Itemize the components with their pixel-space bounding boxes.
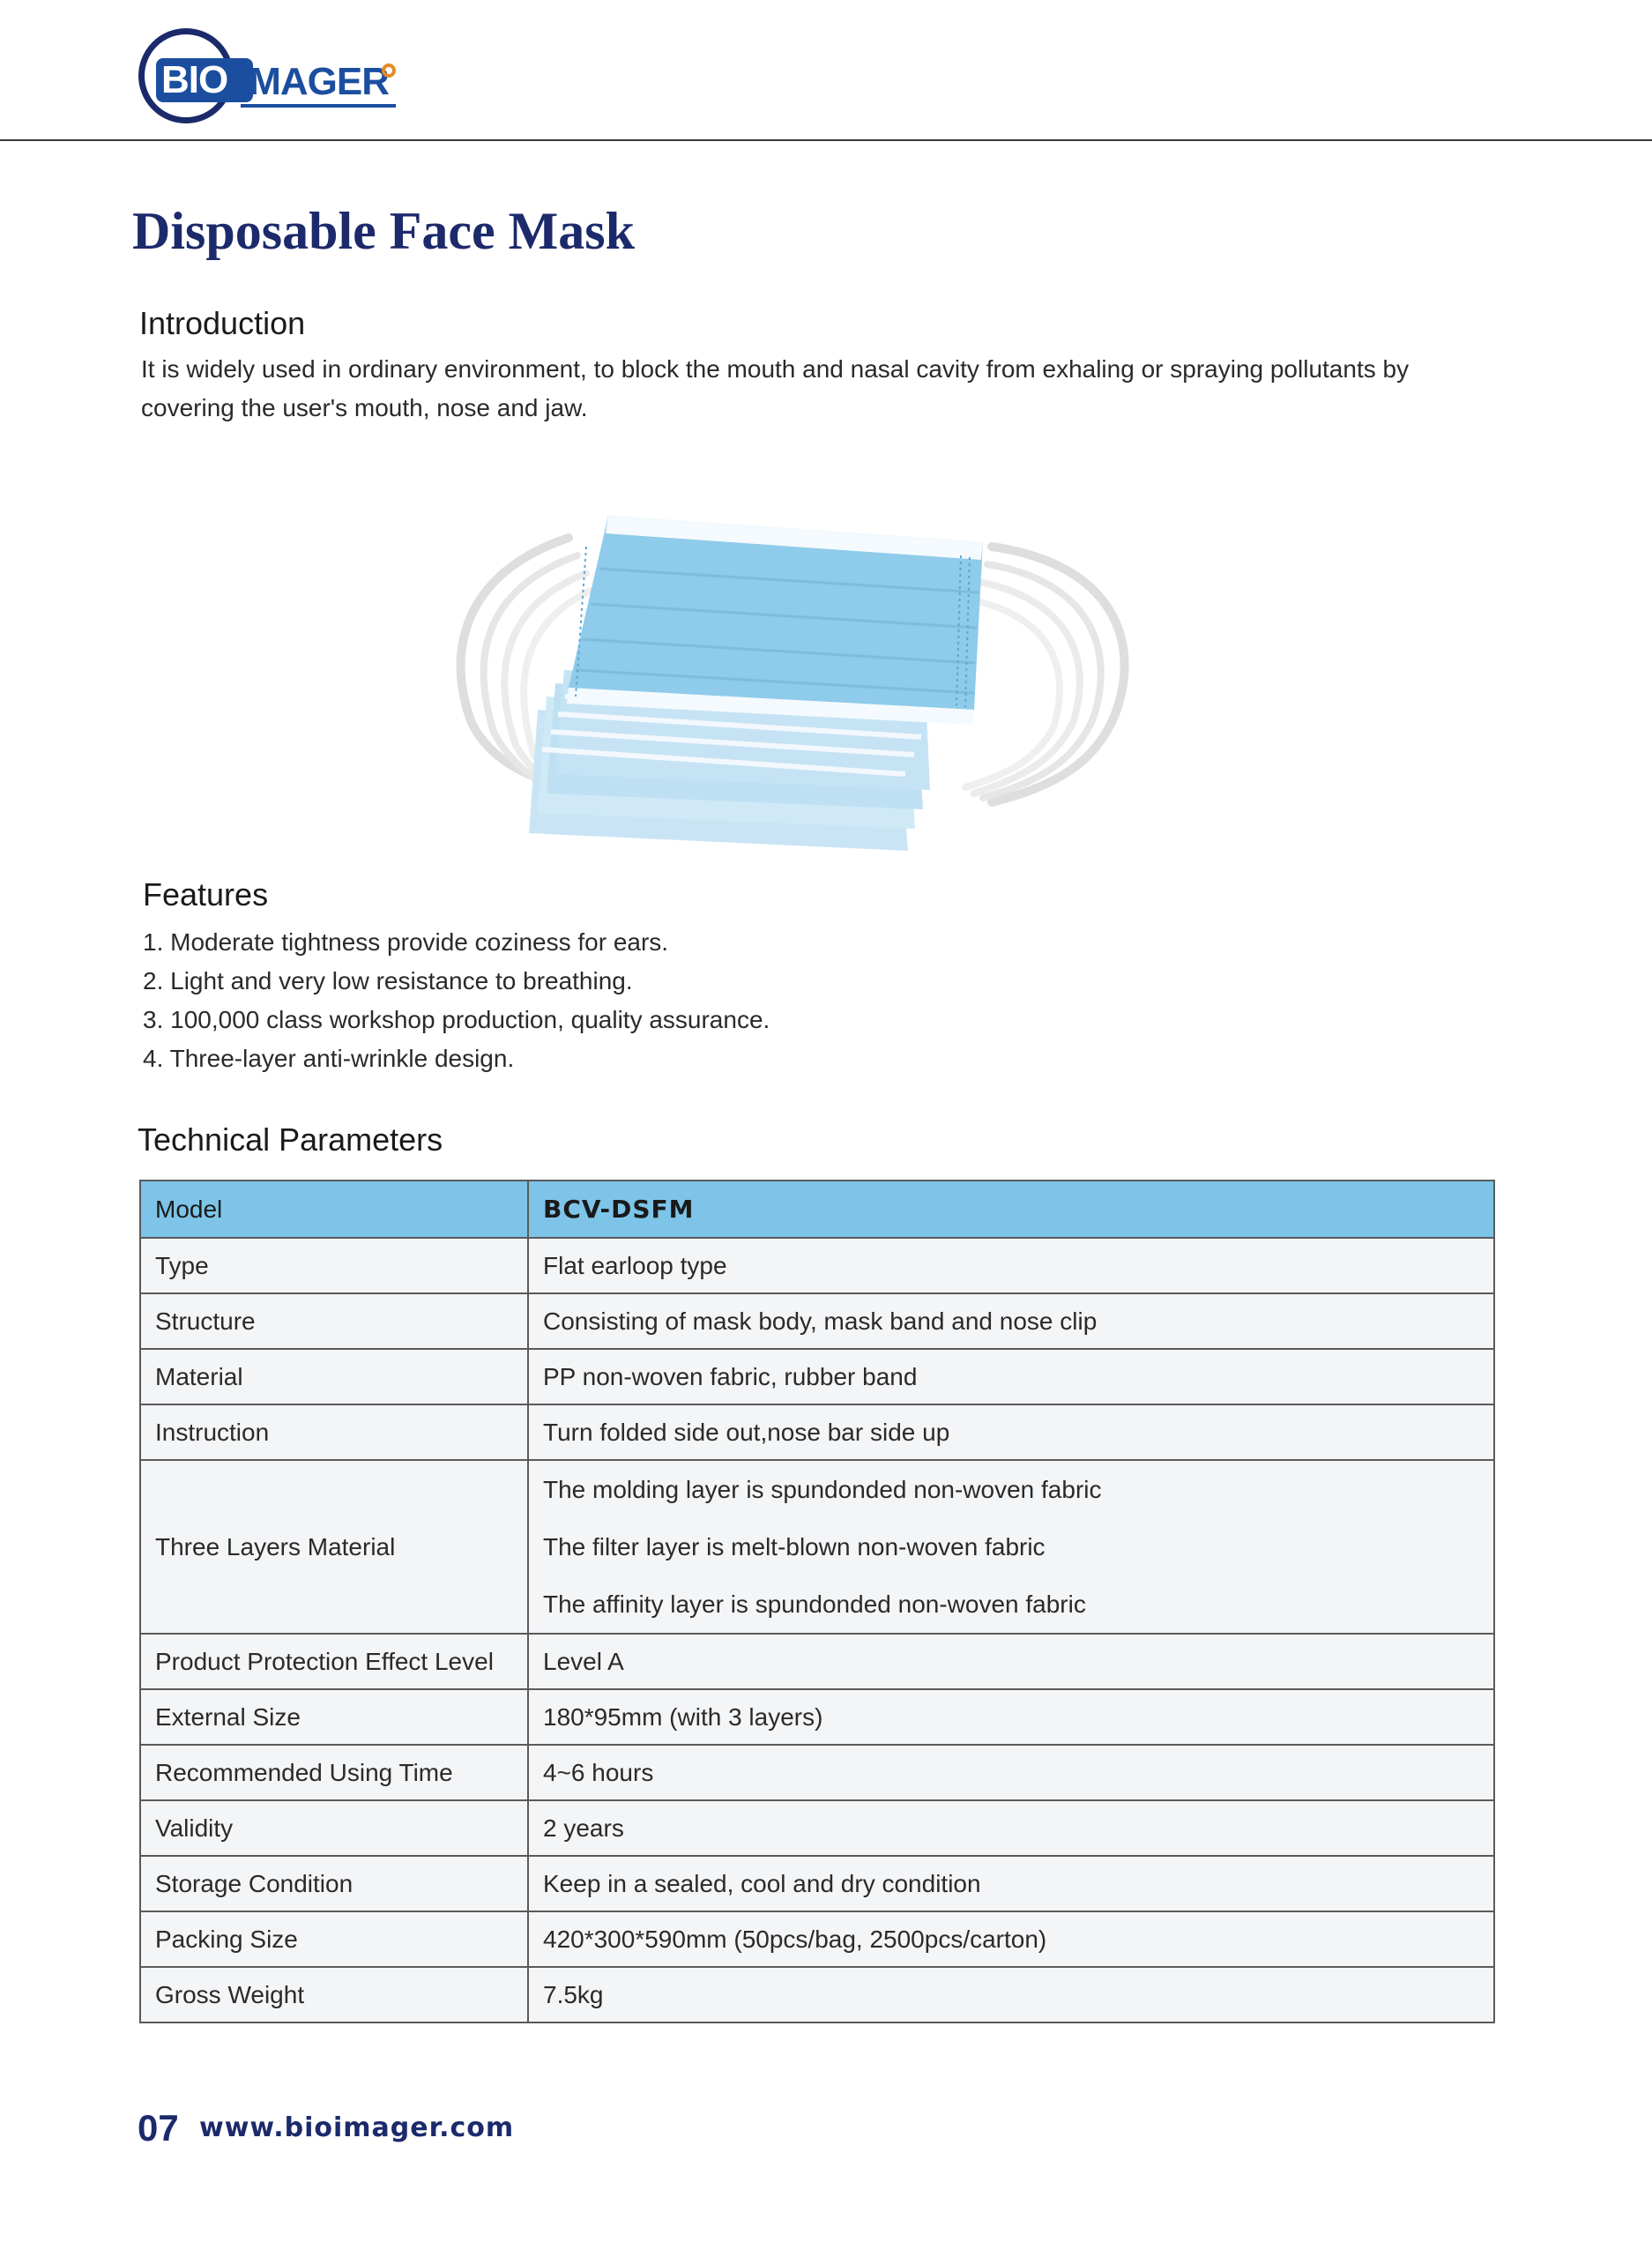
param-label: Material <box>140 1349 528 1404</box>
param-label: Recommended Using Time <box>140 1745 528 1800</box>
param-label: Instruction <box>140 1404 528 1460</box>
table-row <box>140 1349 1494 1404</box>
table-row <box>140 1404 1494 1460</box>
logo-bio-text: BIO <box>161 58 228 101</box>
table-row <box>140 1967 1494 2022</box>
table-row <box>140 1911 1494 1967</box>
param-value: Flat earloop type <box>528 1238 1494 1293</box>
feature-item: 3. 100,000 class workshop production, quality assurance. <box>143 1006 770 1033</box>
layer-description: The affinity layer is spundonded non-woven fabric <box>543 1590 1086 1618</box>
table-row <box>140 1800 1494 1856</box>
model-value: BCV-DSFM <box>528 1181 1494 1238</box>
param-label: Gross Weight <box>140 1967 528 2022</box>
param-label: External Size <box>140 1689 528 1745</box>
table-row <box>140 1460 1494 1634</box>
feature-item: 4. Three-layer anti-wrinkle design. <box>143 1045 515 1072</box>
param-label: Three Layers Material <box>140 1460 528 1634</box>
param-value: 2 years <box>528 1800 1494 1856</box>
features-list <box>143 923 770 1078</box>
introduction-line-2: covering the user's mouth, nose and jaw. <box>141 394 588 421</box>
page-number: 07 <box>138 2107 179 2149</box>
model-label: Model <box>140 1181 528 1238</box>
table-row <box>140 1293 1494 1349</box>
param-value: 7.5kg <box>528 1967 1494 2022</box>
param-value: Level A <box>528 1634 1494 1689</box>
param-value-multi <box>528 1460 1494 1634</box>
feature-item: 1. Moderate tightness provide coziness for ears. <box>143 928 669 956</box>
param-value: Keep in a sealed, cool and dry condition <box>528 1856 1494 1911</box>
page-title: Disposable Face Mask <box>132 202 635 260</box>
bioimager-logo <box>137 25 401 134</box>
table-row <box>140 1745 1494 1800</box>
param-label: Packing Size <box>140 1911 528 1967</box>
face-mask-image <box>445 494 1133 873</box>
param-label: Storage Condition <box>140 1856 528 1911</box>
table-row <box>140 1856 1494 1911</box>
layer-description: The molding layer is spundonded non-woven fabric <box>543 1476 1102 1503</box>
table-row <box>140 1689 1494 1745</box>
features-heading: Features <box>143 876 269 912</box>
website-link[interactable]: www.bioimager.com <box>199 2112 515 2143</box>
technical-parameters-table <box>139 1180 1495 2023</box>
table-row <box>140 1238 1494 1293</box>
param-value: 180*95mm (with 3 layers) <box>528 1689 1494 1745</box>
technical-parameters-heading: Technical Parameters <box>138 1121 443 1158</box>
layer-description: The filter layer is melt-blown non-woven fabric <box>543 1533 1046 1561</box>
logo-accent-icon <box>382 63 396 78</box>
table-header-row <box>140 1181 1494 1238</box>
param-value: PP non-woven fabric, rubber band <box>528 1349 1494 1404</box>
param-label: Type <box>140 1238 528 1293</box>
param-label: Validity <box>140 1800 528 1856</box>
table-row <box>140 1634 1494 1689</box>
param-label: Product Protection Effect Level <box>140 1634 528 1689</box>
logo-underline <box>241 104 396 108</box>
feature-item: 2. Light and very low resistance to breathing. <box>143 967 633 994</box>
introduction-line-1: It is widely used in ordinary environment, to block the mouth and nasal cavity from exhaling or spraying pollutants by <box>141 355 1410 383</box>
param-value: Consisting of mask body, mask band and nose clip <box>528 1293 1494 1349</box>
param-value: Turn folded side out,nose bar side up <box>528 1404 1494 1460</box>
introduction-heading: Introduction <box>139 305 306 341</box>
param-label: Structure <box>140 1293 528 1349</box>
logo-imager-text: IMAGER <box>239 60 389 103</box>
page-header <box>0 0 1652 141</box>
param-value: 4~6 hours <box>528 1745 1494 1800</box>
param-value: 420*300*590mm (50pcs/bag, 2500pcs/carton) <box>528 1911 1494 1967</box>
